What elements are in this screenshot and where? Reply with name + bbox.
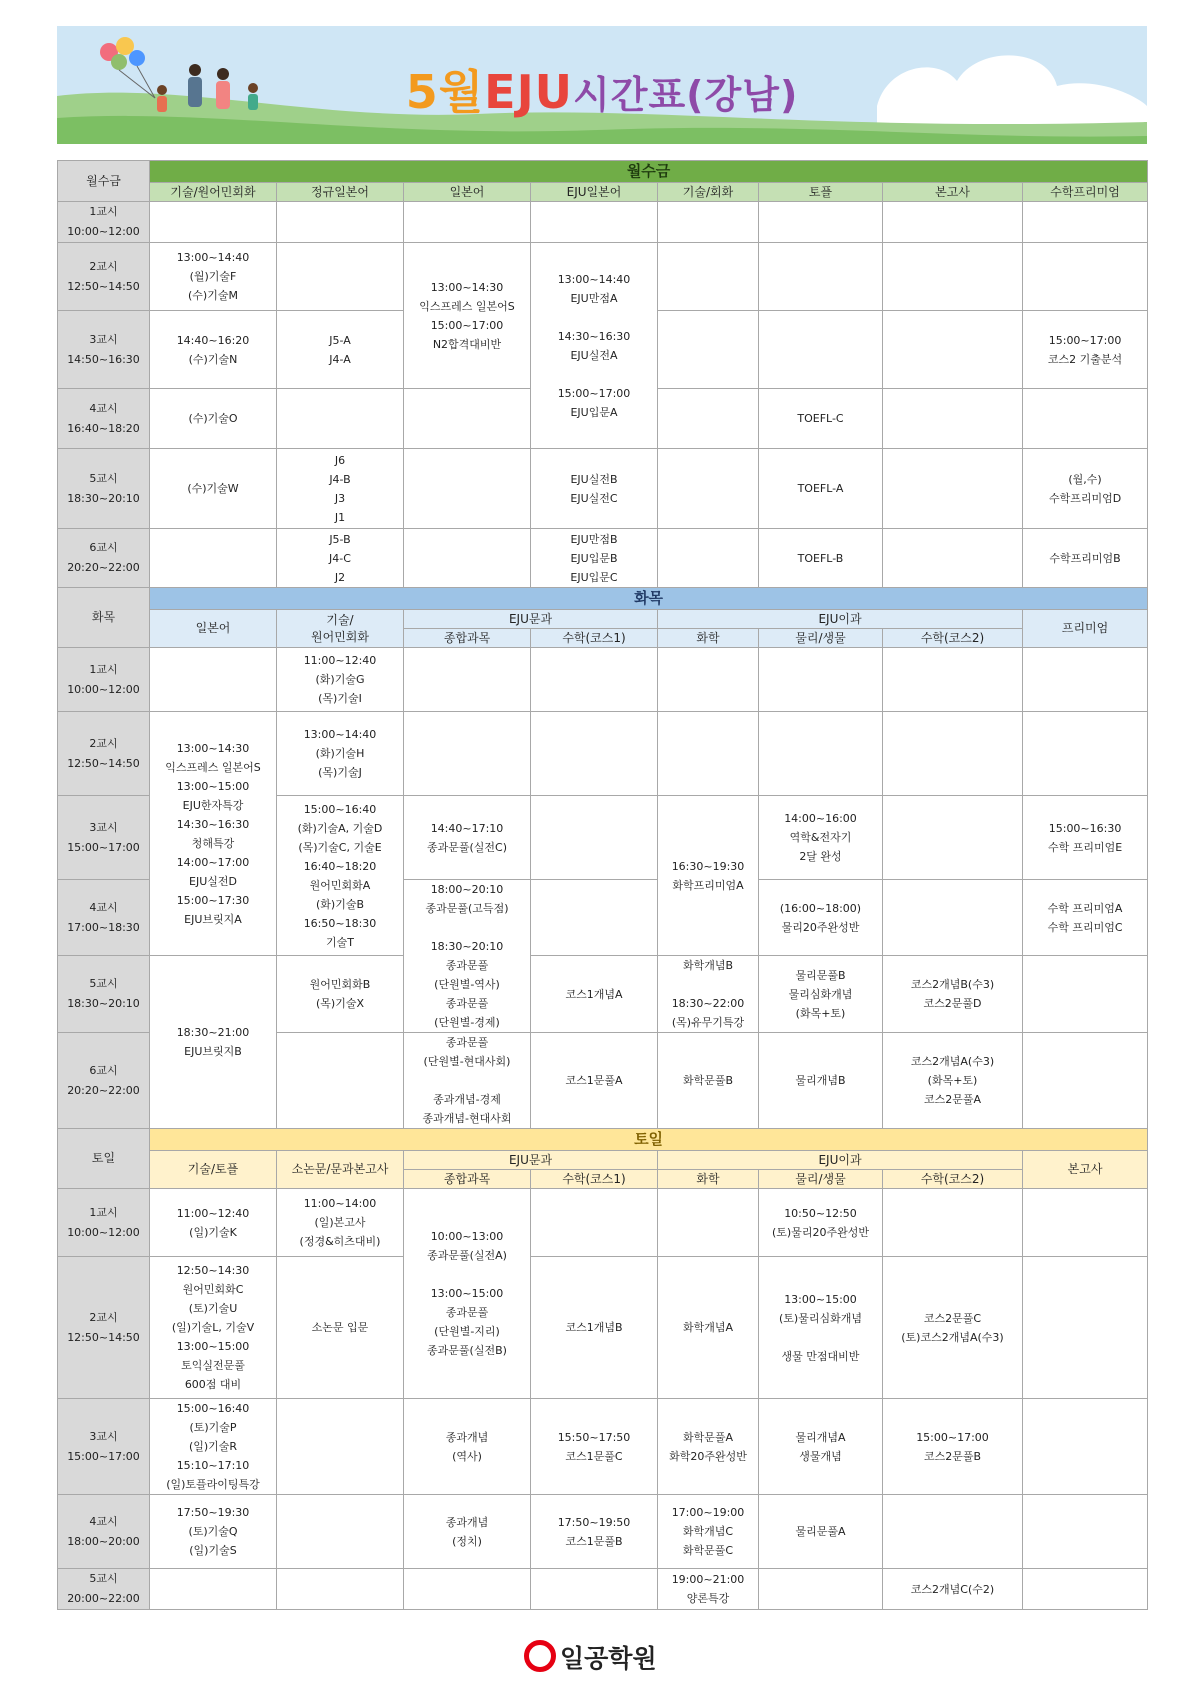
schedule-cell [404, 449, 531, 529]
schedule-cell: 코스2문풀C (토)코스2개념A(수3) [883, 1257, 1023, 1399]
schedule-cell: J5-B J4-C J2 [277, 529, 404, 588]
period-label: 2교시 12:50~14:50 [58, 243, 150, 311]
schedule-cell: 13:00~14:30 익스프레스 일본어S 15:00~17:00 N2합격대비반 [404, 243, 531, 389]
schedule-cell [1023, 956, 1148, 1033]
period-label: 2교시 12:50~14:50 [58, 1257, 150, 1399]
schedule-cell [531, 202, 658, 243]
schedule-cell [531, 1189, 658, 1257]
column-header: 화학 [658, 629, 759, 648]
schedule-cell [1023, 1569, 1148, 1610]
schedule-cell [404, 529, 531, 588]
schedule-cell: 종과개념 (정치) [404, 1495, 531, 1569]
schedule-cell [1023, 648, 1148, 712]
schedule-cell [404, 389, 531, 449]
column-header: 물리/생물 [759, 1170, 883, 1189]
schedule-cell: 화학문풀A 화학20주완성반 [658, 1399, 759, 1495]
logo-ring-icon [524, 1640, 556, 1672]
schedule-cell [759, 1569, 883, 1610]
schedule-cell [1023, 712, 1148, 796]
schedule-cell [883, 1495, 1023, 1569]
schedule-cell [1023, 389, 1148, 449]
column-header: 프리미엄 [1023, 610, 1148, 648]
schedule-cell: 14:00~16:00 역학&전자기 2달 완성 [759, 796, 883, 880]
schedule-cell [658, 529, 759, 588]
schedule-cell: 코스1문풀A [531, 1033, 658, 1129]
schedule-cell [883, 648, 1023, 712]
period-label: 4교시 16:40~18:20 [58, 389, 150, 449]
schedule-cell: 18:30~21:00 EJU브릿지B [150, 956, 277, 1129]
schedule-cell [883, 712, 1023, 796]
schedule-cell: (수)기술O [150, 389, 277, 449]
section-label-tt: 화목 [58, 588, 150, 648]
schedule-cell [1023, 1495, 1148, 1569]
section-label-ss: 토일 [58, 1129, 150, 1189]
column-group-header: EJU문과 [404, 610, 658, 629]
column-group-header: EJU이과 [658, 1151, 1023, 1170]
column-header: 화학 [658, 1170, 759, 1189]
period-label: 1교시 10:00~12:00 [58, 202, 150, 243]
schedule-cell: 수학 프리미엄A 수학 프리미엄C [1023, 880, 1148, 956]
period-label: 2교시 12:50~14:50 [58, 712, 150, 796]
schedule-cell [277, 1399, 404, 1495]
column-header: 종합과목 [404, 1170, 531, 1189]
schedule-cell [277, 202, 404, 243]
column-header: 일본어 [150, 610, 277, 648]
period-label: 5교시 20:00~22:00 [58, 1569, 150, 1610]
schedule-cell [150, 648, 277, 712]
schedule-cell [277, 243, 404, 311]
schedule-cell: 코스2개념C(수2) [883, 1569, 1023, 1610]
schedule-cell: 11:00~14:00 (일)본고사 (정경&히츠대비) [277, 1189, 404, 1257]
schedule-cell [531, 648, 658, 712]
schedule-cell: 15:00~16:40 (토)기술P (일)기술R 15:10~17:10 (일)토플라이팅특강 [150, 1399, 277, 1495]
schedule-cell: 화학개념A [658, 1257, 759, 1399]
schedule-cell [883, 449, 1023, 529]
schedule-cell [759, 648, 883, 712]
schedule-cell [658, 648, 759, 712]
column-group-header: EJU이과 [658, 610, 1023, 629]
schedule-cell: TOEFL-A [759, 449, 883, 529]
period-label: 1교시 10:00~12:00 [58, 1189, 150, 1257]
schedule-cell: 물리개념B [759, 1033, 883, 1129]
column-header: 소논문/문과본고사 [277, 1151, 404, 1189]
schedule-cell [759, 311, 883, 389]
schedule-cell [658, 1189, 759, 1257]
schedule-cell [1023, 1189, 1148, 1257]
schedule-cell [883, 389, 1023, 449]
schedule-cell [1023, 1257, 1148, 1399]
schedule-cell [277, 1033, 404, 1129]
schedule-cell [883, 796, 1023, 880]
schedule-cell: TOEFL-B [759, 529, 883, 588]
period-label: 4교시 18:00~20:00 [58, 1495, 150, 1569]
schedule-cell [883, 243, 1023, 311]
schedule-cell: 원어민회화B (목)기술X [277, 956, 404, 1033]
column-header: 기술/회화 [658, 183, 759, 202]
section-label-mwf: 월수금 [58, 161, 150, 202]
period-label: 4교시 17:00~18:30 [58, 880, 150, 956]
section-title-tt: 화목 [150, 588, 1148, 610]
schedule-cell: 12:50~14:30 원어민회화C (토)기술U (일)기술L, 기술V 13:00~15:00 토익실전문풀 600점 대비 [150, 1257, 277, 1399]
schedule-cell [759, 202, 883, 243]
column-header: 기술/ 원어민회화 [277, 610, 404, 648]
schedule-cell: 물리문풀A [759, 1495, 883, 1569]
schedule-cell: J5-A J4-A [277, 311, 404, 389]
schedule-cell [277, 1495, 404, 1569]
schedule-cell [658, 389, 759, 449]
schedule-cell: 코스1개념A [531, 956, 658, 1033]
schedule-cell [883, 529, 1023, 588]
schedule-cell [404, 712, 531, 796]
schedule-cell [883, 1189, 1023, 1257]
schedule-cell [658, 712, 759, 796]
schedule-cell: 수학프리미엄B [1023, 529, 1148, 588]
academy-name: 일공학원 [560, 1644, 657, 1673]
footer-logo [520, 1636, 680, 1676]
column-group-header: EJU문과 [404, 1151, 658, 1170]
schedule-cell: (월,수) 수학프리미엄D [1023, 449, 1148, 529]
schedule-cell: 15:00~16:30 수학 프리미엄E [1023, 796, 1148, 880]
schedule-cell: 17:00~19:00 화학개념C 화학문풀C [658, 1495, 759, 1569]
column-header: 토플 [759, 183, 883, 202]
schedule-cell [1023, 1033, 1148, 1129]
column-header: 본고사 [883, 183, 1023, 202]
schedule-cell [150, 529, 277, 588]
schedule-cell [759, 712, 883, 796]
period-label: 5교시 18:30~20:10 [58, 956, 150, 1033]
schedule-cell: TOEFL-C [759, 389, 883, 449]
schedule-cell [883, 202, 1023, 243]
period-label: 6교시 20:20~22:00 [58, 1033, 150, 1129]
schedule-cell [531, 1569, 658, 1610]
column-header: 기술/원어민회화 [150, 183, 277, 202]
period-label: 3교시 15:00~17:00 [58, 1399, 150, 1495]
schedule-cell: 14:40~17:10 종과문풀(실전C) [404, 796, 531, 880]
column-header: 수학(코스1) [531, 629, 658, 648]
schedule-cell: 14:40~16:20 (수)기술N [150, 311, 277, 389]
schedule-cell: 15:00~17:00 코스2 기출분석 [1023, 311, 1148, 389]
header-banner [57, 26, 1147, 144]
period-label: 1교시 10:00~12:00 [58, 648, 150, 712]
schedule-cell: 13:00~14:40 (월)기술F (수)기술M [150, 243, 277, 311]
column-header: 본고사 [1023, 1151, 1148, 1189]
schedule-cell: 17:50~19:30 (토)기술Q (일)기술S [150, 1495, 277, 1569]
section-title-ss: 토일 [150, 1129, 1148, 1151]
schedule-cell: 코스2개념B(수3) 코스2문풀D [883, 956, 1023, 1033]
schedule-cell [531, 712, 658, 796]
schedule-cell [150, 1569, 277, 1610]
schedule-cell [531, 880, 658, 956]
schedule-cell: 13:00~15:00 (토)물리심화개념 생물 만점대비반 [759, 1257, 883, 1399]
schedule-cell [531, 796, 658, 880]
schedule-cell [277, 389, 404, 449]
section-title-mwf: 월수금 [150, 161, 1148, 183]
schedule-cell: 코스2개념A(수3) (화목+토) 코스2문풀A [883, 1033, 1023, 1129]
schedule-cell [1023, 202, 1148, 243]
schedule-cell: 11:00~12:40 (화)기술G (목)기술I [277, 648, 404, 712]
schedule-cell: 소논문 입문 [277, 1257, 404, 1399]
schedule-cell: 16:30~19:30 화학프리미엄A [658, 796, 759, 956]
schedule-cell [404, 648, 531, 712]
schedule-cell [658, 449, 759, 529]
schedule-cell [1023, 243, 1148, 311]
schedule-cell: 15:50~17:50 코스1문풀C [531, 1399, 658, 1495]
column-header: 일본어 [404, 183, 531, 202]
schedule-cell: 15:00~17:00 코스2문풀B [883, 1399, 1023, 1495]
schedule-cell: 물리개념A 생물개념 [759, 1399, 883, 1495]
schedule-cell [404, 1569, 531, 1610]
schedule-cell: 10:00~13:00 종과문풀(실전A) 13:00~15:00 종과문풀 (단원별-지리) 종과문풀(실전B) [404, 1189, 531, 1399]
schedule-cell: 종과문풀 (단원별-현대사회) 종과개념-경제 종과개념-현대사회 [404, 1033, 531, 1129]
schedule-cell [404, 202, 531, 243]
period-label: 3교시 15:00~17:00 [58, 796, 150, 880]
schedule-cell: 화학문풀B [658, 1033, 759, 1129]
column-header: 정규일본어 [277, 183, 404, 202]
schedule-cell: 코스1개념B [531, 1257, 658, 1399]
column-header: 수학(코스2) [883, 629, 1023, 648]
column-header: EJU일본어 [531, 183, 658, 202]
schedule-cell [658, 243, 759, 311]
schedule-cell: (수)기술W [150, 449, 277, 529]
schedule-cell: 종과개념 (역사) [404, 1399, 531, 1495]
column-header: 물리/생물 [759, 629, 883, 648]
schedule-cell: EJU실전B EJU실전C [531, 449, 658, 529]
schedule-cell: (16:00~18:00) 물리20주완성반 [759, 880, 883, 956]
period-label: 6교시 20:20~22:00 [58, 529, 150, 588]
schedule-cell [759, 243, 883, 311]
schedule-cell: 19:00~21:00 양론특강 [658, 1569, 759, 1610]
schedule-cell [277, 1569, 404, 1610]
schedule-cell: 물리문풀B 물리심화개념 (화목+토) [759, 956, 883, 1033]
schedule-cell: J6 J4-B J3 J1 [277, 449, 404, 529]
schedule-cell: 13:00~14:40 (화)기술H (목)기술J [277, 712, 404, 796]
schedule-cell [658, 311, 759, 389]
column-header: 수학(코스1) [531, 1170, 658, 1189]
schedule-cell [150, 202, 277, 243]
schedule-cell: 17:50~19:50 코스1문풀B [531, 1495, 658, 1569]
schedule-cell: 10:50~12:50 (토)물리20주완성반 [759, 1189, 883, 1257]
banner-title: 5월EJU시간표(강남) [405, 65, 799, 119]
column-header: 수학프리미엄 [1023, 183, 1148, 202]
period-label: 3교시 14:50~16:30 [58, 311, 150, 389]
schedule-cell: EJU만점B EJU입문B EJU입문C [531, 529, 658, 588]
schedule-cell [883, 311, 1023, 389]
schedule-cell: 화학개념B 18:30~22:00 (목)유무기특강 [658, 956, 759, 1033]
column-header: 종합과목 [404, 629, 531, 648]
column-header: 수학(코스2) [883, 1170, 1023, 1189]
schedule-cell: 13:00~14:30 익스프레스 일본어S 13:00~15:00 EJU한자특강 14:30~16:30 청해특강 14:00~17:00 EJU실전D 15:00~17:30 EJU브릿지A [150, 712, 277, 956]
schedule-cell: 13:00~14:40 EJU만점A 14:30~16:30 EJU실전A 15:00~17:00 EJU입문A [531, 243, 658, 449]
column-header: 기술/토플 [150, 1151, 277, 1189]
schedule-cell: 18:00~20:10 종과문풀(고득점) 18:30~20:10 종과문풀 (단원별-역사) 종과문풀 (단원별-경제) [404, 880, 531, 1033]
schedule-cell [883, 880, 1023, 956]
schedule-cell: 15:00~16:40 (화)기술A, 기술D (목)기술C, 기술E 16:40~18:20 원어민회화A (화)기술B 16:50~18:30 기술T [277, 796, 404, 956]
schedule-cell [658, 202, 759, 243]
schedule-cell: 11:00~12:40 (일)기술K [150, 1189, 277, 1257]
period-label: 5교시 18:30~20:10 [58, 449, 150, 529]
schedule-table [57, 160, 1148, 1610]
schedule-cell [1023, 1399, 1148, 1495]
